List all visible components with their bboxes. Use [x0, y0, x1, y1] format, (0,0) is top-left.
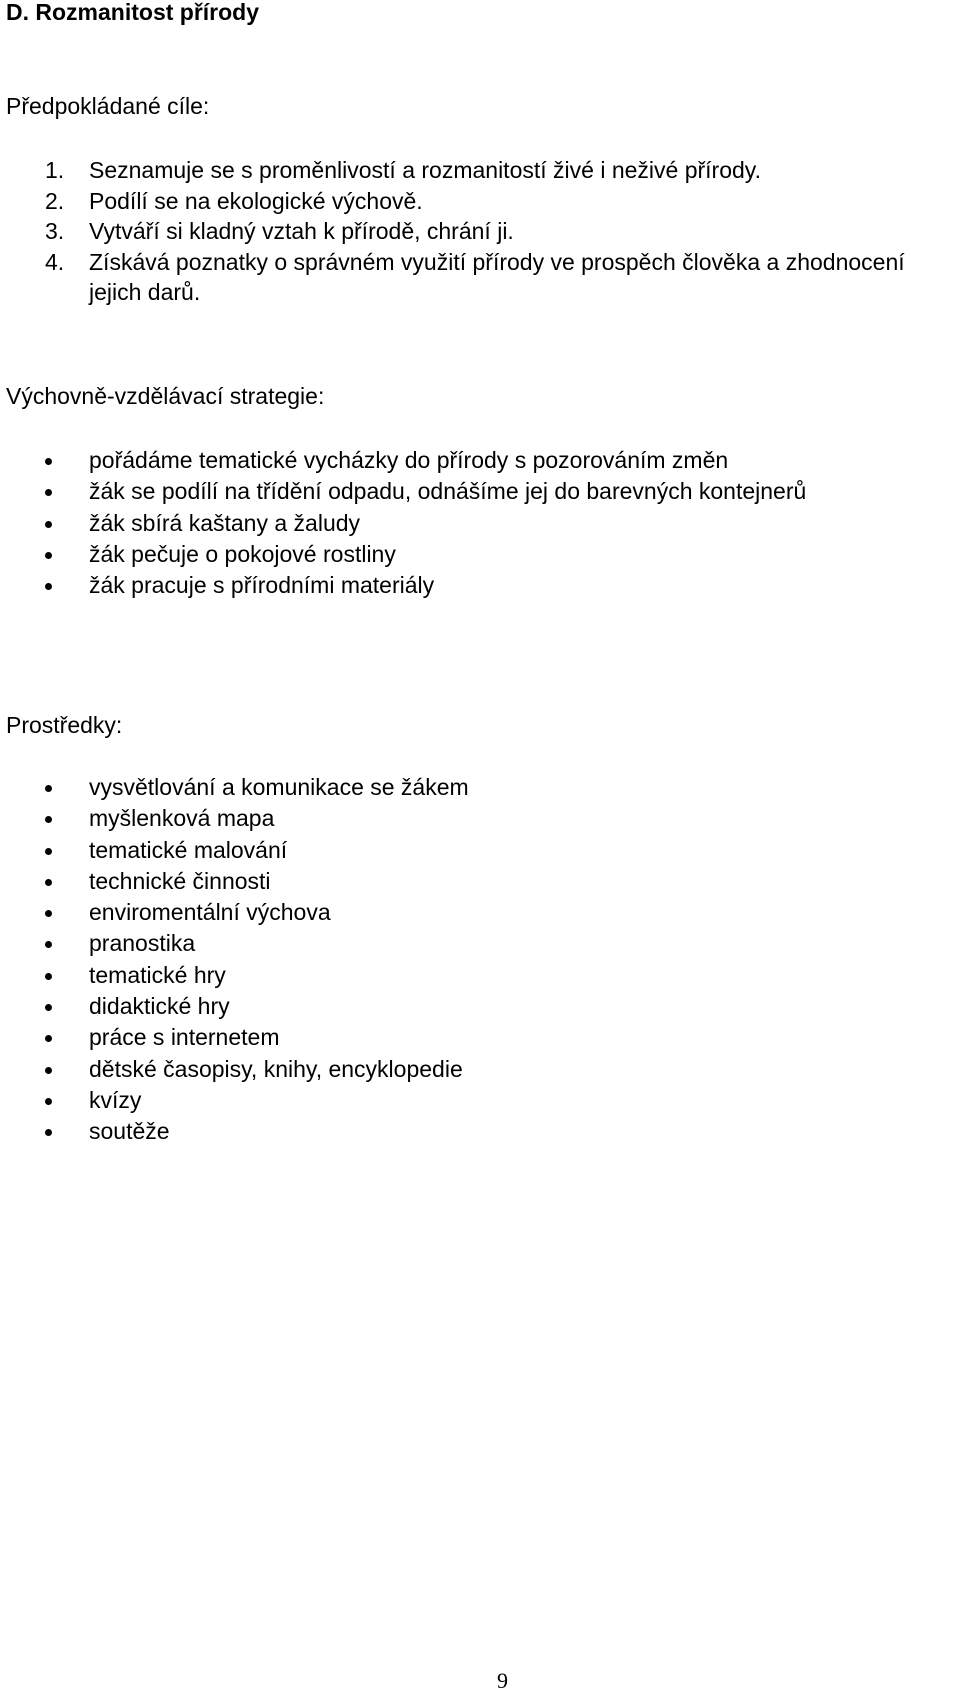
page-number: 9 — [497, 1668, 508, 1693]
list-item-text: žák pracuje s přírodními materiály — [89, 572, 435, 599]
list-item — [0, 186, 930, 217]
bullet-icon — [45, 458, 52, 465]
list-item-text: Vytváří si kladný vztah k přírodě, chrání ji. — [89, 218, 514, 245]
list-item — [0, 155, 930, 186]
list-item-text: žák se podílí na třídění odpadu, odnášíme jej do barevných kontejnerů — [89, 478, 807, 505]
bullet-icon — [45, 552, 52, 559]
list-item-text: tematické malování — [89, 836, 288, 863]
list-item — [0, 866, 940, 897]
bullet-icon — [45, 879, 52, 886]
list-item-text: žák sbírá kaštany a žaludy — [89, 509, 361, 536]
list-item — [0, 1116, 940, 1147]
strategies-heading: Výchovně-vzdělávací strategie: — [6, 383, 325, 409]
list-item-text: technické činnosti — [89, 867, 271, 894]
list-item-text: soutěže — [89, 1118, 170, 1145]
list-item — [0, 1022, 940, 1053]
bullet-icon — [45, 489, 52, 496]
list-item-text: didaktické hry — [89, 993, 230, 1020]
bullet-icon — [45, 816, 52, 823]
list-item — [0, 928, 940, 959]
list-item-text: práce s internetem — [89, 1024, 280, 1051]
list-item-text: žák pečuje o pokojové rostliny — [89, 540, 396, 567]
list-item-text: pranostika — [89, 930, 196, 957]
bullet-icon — [45, 1004, 52, 1011]
list-item — [0, 1054, 940, 1085]
list-item-number: 4. — [45, 248, 65, 275]
list-item — [0, 960, 940, 991]
list-item-text: myšlenková mapa — [89, 805, 275, 832]
list-item-number: 2. — [45, 187, 65, 214]
list-item-text: dětské časopisy, knihy, encyklopedie — [89, 1055, 463, 1082]
list-item — [0, 835, 940, 866]
list-item-text: Seznamuje se s proměnlivostí a rozmanitostí živé i neživé přírody. — [89, 157, 761, 183]
bullet-icon — [45, 583, 52, 590]
list-item — [0, 445, 940, 476]
list-item — [0, 772, 940, 803]
bullet-icon — [45, 1098, 52, 1105]
bullet-icon — [45, 521, 52, 528]
list-item-text: pořádáme tematické vycházky do přírody s pozorováním změn — [89, 447, 729, 473]
list-item — [0, 570, 940, 601]
means-list — [0, 772, 940, 1148]
bullet-icon — [45, 973, 52, 980]
bullet-icon — [45, 1129, 52, 1136]
goals-heading: Předpokládané cíle: — [6, 93, 210, 119]
list-item — [0, 476, 940, 507]
list-item — [0, 216, 930, 247]
list-item-text: kvízy — [89, 1086, 142, 1113]
list-item-text: enviromentální výchova — [89, 899, 331, 926]
list-item — [0, 803, 940, 834]
list-item-text: Získává poznatky o správném využití přírody ve prospěch člověka a zhodnocení jejich darů. — [89, 248, 905, 306]
strategies-list — [0, 445, 940, 601]
list-item-number: 3. — [45, 218, 65, 245]
bullet-icon — [45, 1067, 52, 1074]
list-item — [0, 508, 940, 539]
bullet-icon — [45, 1035, 52, 1042]
bullet-icon — [45, 848, 52, 855]
bullet-icon — [45, 785, 52, 792]
means-heading: Prostředky: — [6, 712, 123, 738]
list-item-text: Podílí se na ekologické výchově. — [89, 187, 423, 214]
list-item — [0, 991, 940, 1022]
list-item-number: 1. — [45, 157, 65, 183]
page-title: D. Rozmanitost přírody — [6, 0, 260, 25]
list-item — [0, 1085, 940, 1116]
bullet-icon — [45, 941, 52, 948]
list-item — [0, 897, 940, 928]
list-item-text: tematické hry — [89, 961, 226, 988]
list-item — [0, 539, 940, 570]
list-item — [0, 247, 930, 308]
goals-list — [0, 155, 930, 308]
bullet-icon — [45, 910, 52, 917]
list-item-text: vysvětlování a komunikace se žákem — [89, 774, 469, 800]
